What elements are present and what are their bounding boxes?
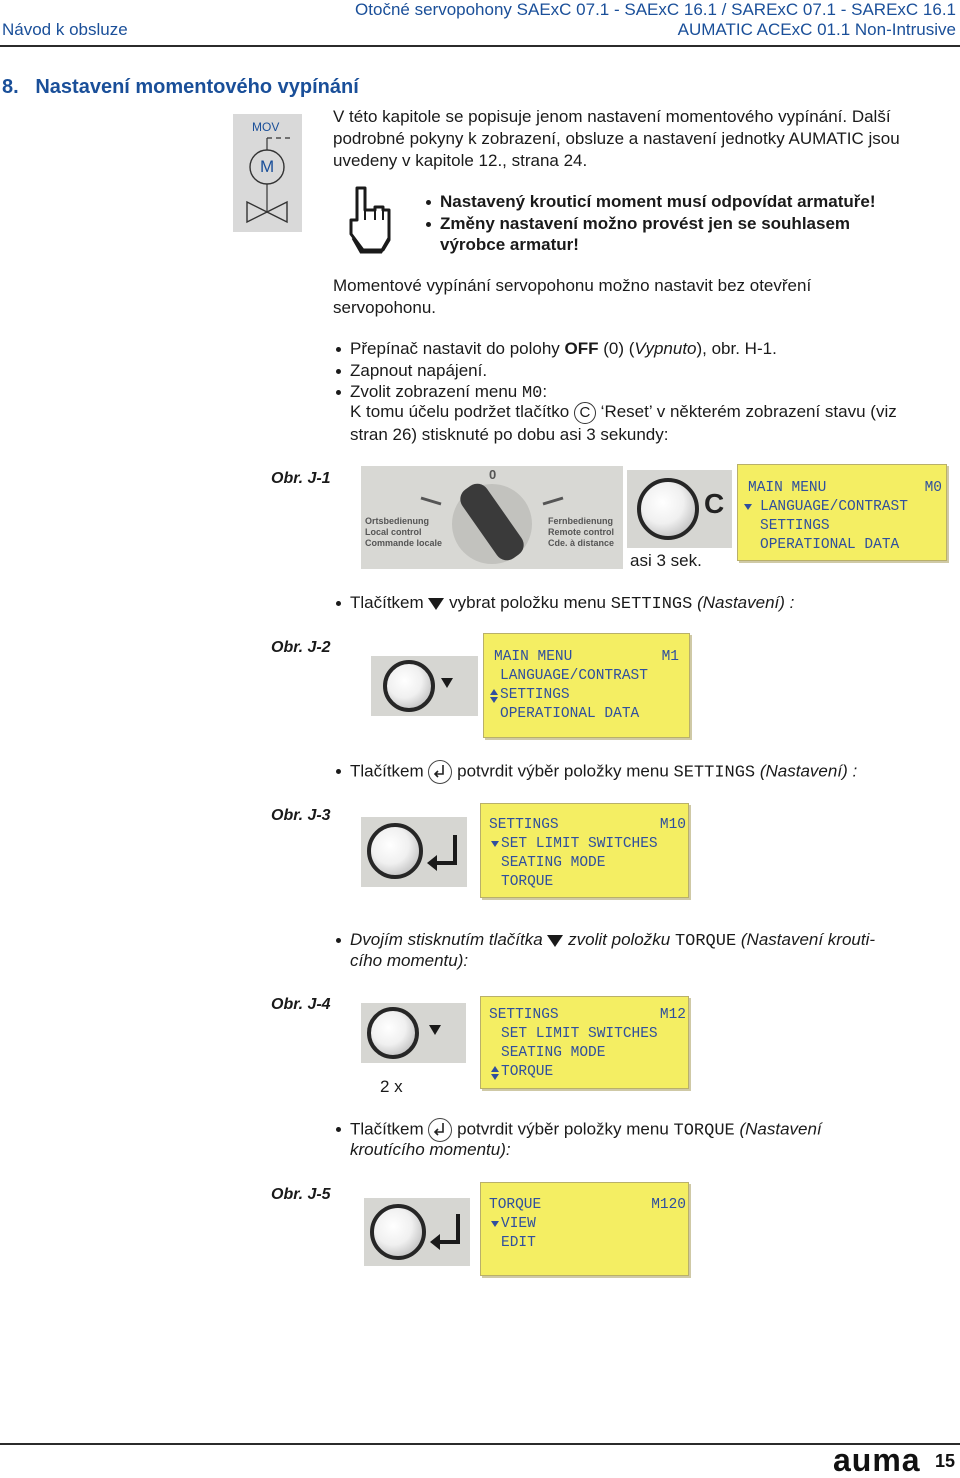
enter-key-icon [428,760,452,784]
lcd-title-row: MAIN MENU M0 [748,480,942,496]
reset-button-photo [627,470,732,548]
step-j3: Tlačítkem potvrdit výběr položky menu SETTINGS (Nastavení) : [336,760,956,784]
intro-line: uvedeny v kapitole 12., strana 24. [333,151,588,170]
step-j5-continuation: kroutícího momentu): [350,1140,511,1159]
intro-line: V této kapitole se popisuje jenom nastavení momentového vypínání. Další [333,107,891,126]
selector-switch-photo [361,466,623,569]
enter-button-photo [361,817,467,887]
note-line: servopohonu. [333,298,437,317]
down-push-button[interactable] [383,660,435,712]
page-number: 15 [935,1451,956,1471]
step-list [336,338,956,405]
step-j5: Tlačítkem potvrdit výběr položky menu TORQUE (Nastavení [336,1118,956,1142]
auma-logo: auma [833,1442,921,1478]
intro-text [333,106,958,172]
switch-left-labels: Ortsbedienung Local control Commande locale [365,516,443,548]
down-push-button[interactable] [367,1007,419,1059]
note-text [333,275,933,319]
footer-rule [0,1443,960,1445]
note-line: Momentové vypínání servopohonu možno nastavit bez otevření [333,276,812,295]
step-j4-continuation: cího momentu): [350,951,469,970]
intro-line: podrobné pokyny k zobrazení, obsluze a nastavení jednotky AUMATIC jsou [333,129,900,148]
step-j4: Dvojím stisknutím tlačítka zvolit položku TORQUE (Nastavení krouti- [336,929,956,953]
switch-right-labels: Fernbedienung Remote control Cde. à distance [548,516,615,548]
enter-push-button[interactable] [367,823,423,879]
step-menu-detail: K tomu účelu podržet tlačítko C ‘Reset’ v některém zobrazení stavu (viz stran 26) stisknuté po dobu asi 3 sekundy: [350,402,897,444]
down-button-photo [371,656,478,716]
lcd-row: SETTINGS [760,518,830,534]
hold-time-caption: asi 3 sek. [630,551,702,570]
lcd-row: OPERATIONAL DATA [760,537,900,553]
enter-button-photo-j5 [364,1198,470,1266]
step-item-power: Zapnout napájení. [336,360,956,382]
lcd-display-j2: MAIN MENU M1 LANGUAGE/CONTRAST SETTINGS OPERATIONAL DATA [483,633,690,738]
switch-zero-label: 0 [489,467,497,482]
step-j2: Tlačítkem vybrat položku menu SETTINGS (Nastavení) : [336,592,956,616]
warning-item-continuation: výrobce armatur! [440,235,579,254]
down-arrow-key-icon [428,598,444,610]
mov-valve-icon [233,114,302,232]
down-arrow-icon [441,678,453,688]
down-arrow-icon [429,1025,441,1035]
header-left: Návod k obsluze [2,20,128,39]
figure-label-j1: Obr. J-1 [271,470,331,487]
warning-item: Změny nastavení možno provést jen se souhlasem [426,213,946,235]
header-right-line2: AUMATIC ACExC 01.1 Non-Intrusive [677,20,956,39]
warning-list [426,191,946,234]
figure-label-j5: Obr. J-5 [271,1186,331,1203]
lcd-display-j3: SETTINGS M10 SET LIMIT SWITCHES SEATING MODE TORQUE [480,803,689,898]
reset-key-icon: C [574,402,596,424]
step-item-menu: Zvolit zobrazení menu M0: [336,381,956,405]
reset-push-button[interactable] [637,478,699,540]
press-count-caption: 2 x [380,1077,403,1096]
mov-label: MOV [252,120,280,134]
warning-item: Nastavený krouticí moment musí odpovídat armatuře! [426,191,946,213]
down-button-photo-j4 [361,1003,466,1063]
pointing-hand-icon [345,184,397,256]
step-item-off: Přepínač nastavit do polohy OFF (0) (Vypnuto), obr. H-1. [336,338,956,360]
lcd-row: LANGUAGE/CONTRAST [748,498,946,517]
c-key-label: C [704,488,725,519]
enter-arrow-icon [428,1212,466,1252]
lcd-display-j4: SETTINGS M12 SET LIMIT SWITCHES SEATING MODE TORQUE [480,996,689,1089]
enter-arrow-icon [425,833,463,873]
lcd-display-j1 [737,464,947,561]
down-arrow-key-icon [547,935,563,947]
figure-label-j4: Obr. J-4 [271,996,331,1013]
figure-label-j2: Obr. J-2 [271,639,331,656]
lcd-display-j5: TORQUE M120 VIEW EDIT [480,1182,689,1276]
enter-push-button[interactable] [370,1204,426,1260]
figure-label-j3: Obr. J-3 [271,807,331,824]
header-rule [0,45,960,47]
motor-label: M [260,157,275,176]
section-title: 8. Nastavení momentového vypínání [2,76,359,98]
header-right-line1: Otočné servopohony SAExC 07.1 - SAExC 16.1 / SARExC 07.1 - SARExC 16.1 [355,0,956,19]
